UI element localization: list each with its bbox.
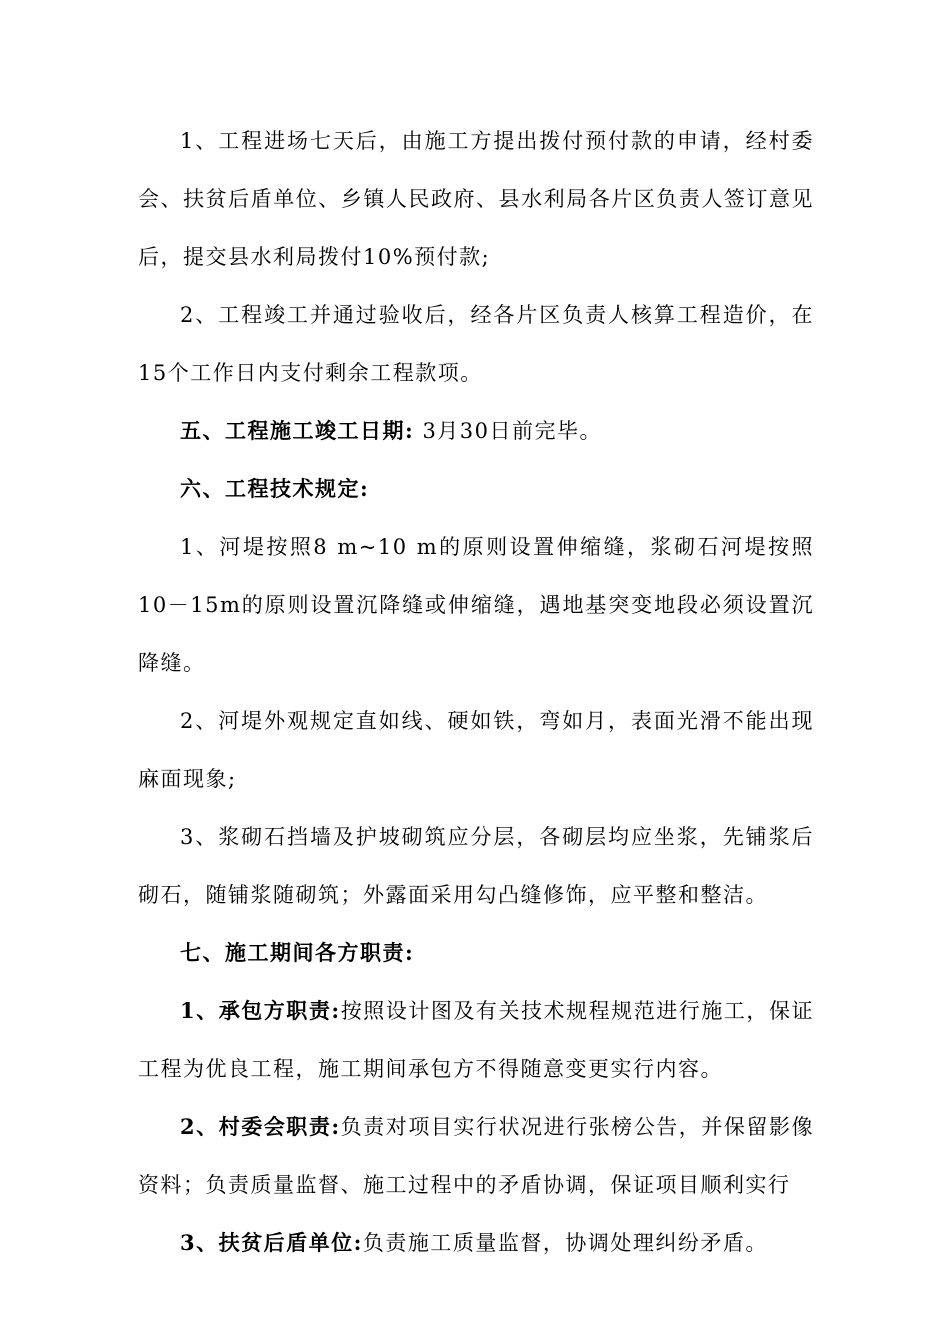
section-heading-responsibilities: 七、施工期间各方职责: [180,940,415,965]
paragraph-expansion-joints: 1、河堤按照8 m~10 m的原则设置伸缩缝，浆砌石河堤按照10－15m的原则设置沉降缝或伸缩缝，遇地基突变地段必须设置沉降缝。 [138,535,814,675]
document-body [138,112,814,1272]
paragraph-masonry-layers: 3、浆砌石挡墙及护坡砌筑应分层，各砌层均应坐浆，先铺浆后砌石，随铺浆随砌筑；外露面采用勾凸缝修饰，应平整和整洁。 [138,825,814,907]
paragraph-advance-payment: 1、工程进场七天后，由施工方提出拨付预付款的申请，经村委会、扶贫后盾单位、乡镇人民政府、县水利局各片区负责人签订意见后，提交县水利局拨付10%预付款; [138,129,814,269]
completion-date-text: 3月30日前完毕。 [414,419,603,443]
contractor-duty-label: 1、承包方职责: [180,998,341,1023]
support-unit-duty-text: 负责施工质量监督，协调处理纠纷矛盾。 [362,1231,768,1255]
section-heading-completion-date: 五、工程施工竣工日期: [180,418,415,443]
section-completion-date [138,402,814,460]
section-heading-technical-rules: 六、工程技术规定: [180,476,370,501]
paragraph-support-unit-duty [138,1214,814,1272]
support-unit-duty-label: 3、扶贫后盾单位: [180,1230,363,1255]
paragraph-embankment-appearance: 2、河堤外观规定直如线、硬如铁，弯如月，表面光滑不能出现麻面现象; [138,709,814,791]
village-committee-duty-text: 负责对项目实行状况进行张榜公告，并保留影像资料；负责质量监督、施工过程中的矛盾协调，保证项目顺利实行 [138,1115,814,1197]
village-committee-duty-label: 2、村委会职责: [180,1114,341,1139]
paragraph-contractor-duty [138,982,814,1098]
paragraph-village-committee-duty [138,1098,814,1214]
paragraph-final-payment: 2、工程竣工并通过验收后，经各片区负责人核算工程造价，在15个工作日内支付剩余工程款项。 [138,303,814,385]
contractor-duty-text: 按照设计图及有关技术规程规范进行施工，保证工程为优良工程，施工期间承包方不得随意变更实行内容。 [138,999,814,1081]
